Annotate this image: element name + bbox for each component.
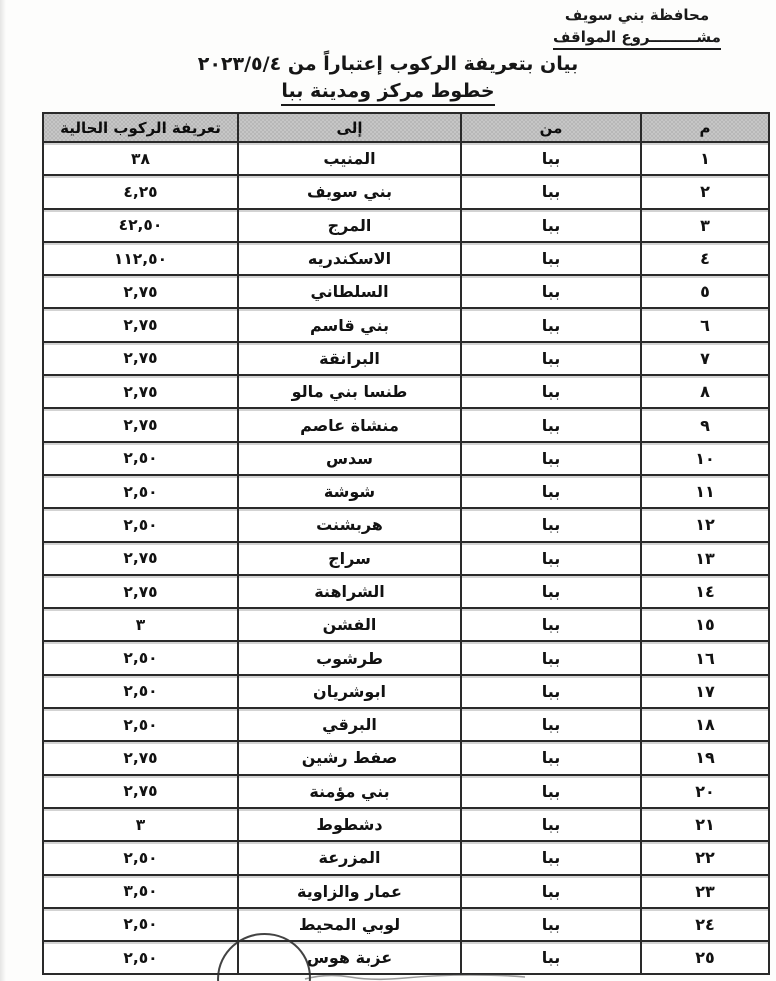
table-row [43, 442, 769, 475]
org-governorate-line: محافظة بني سويف [564, 6, 710, 24]
table-row [43, 342, 769, 375]
from-cell: ببا [461, 275, 641, 308]
fare-cell: ٢,٧٥ [43, 275, 238, 308]
row-number-cell: ١ [641, 142, 769, 175]
row-number-cell: ٦ [641, 308, 769, 341]
to-cell: سدس [238, 442, 461, 475]
to-cell: المنيب [238, 142, 461, 175]
table-row [43, 375, 769, 408]
org-header [512, 5, 762, 50]
row-number-cell: ٢٥ [641, 941, 769, 974]
from-cell: ببا [461, 175, 641, 208]
fare-cell: ٢,٥٠ [43, 442, 238, 475]
from-cell: ببا [461, 542, 641, 575]
fare-cell: ١١٢,٥٠ [43, 242, 238, 275]
to-cell: البرانقة [238, 342, 461, 375]
to-cell: هربشنت [238, 508, 461, 541]
fare-table [42, 112, 770, 975]
to-cell: دشطوط [238, 808, 461, 841]
fare-cell: ٣ [43, 808, 238, 841]
fare-cell: ٣٨ [43, 142, 238, 175]
table-row [43, 209, 769, 242]
from-cell: ببا [461, 741, 641, 774]
fare-cell: ٢,٥٠ [43, 841, 238, 874]
table-row [43, 908, 769, 941]
scan-shadow-edge [0, 0, 6, 981]
table-row [43, 641, 769, 674]
row-number-cell: ٤ [641, 242, 769, 275]
row-number-cell: ٢٠ [641, 775, 769, 808]
row-number-cell: ٢٢ [641, 841, 769, 874]
fare-cell: ٤,٢٥ [43, 175, 238, 208]
to-cell: منشاة عاصم [238, 408, 461, 441]
table-row [43, 775, 769, 808]
table-row [43, 142, 769, 175]
from-cell: ببا [461, 941, 641, 974]
to-cell: شوشة [238, 475, 461, 508]
fare-cell: ٢,٥٠ [43, 908, 238, 941]
fare-cell: ٢,٥٠ [43, 475, 238, 508]
row-number-cell: ٢ [641, 175, 769, 208]
org-project-line: مشـــــــــروع المواقف [553, 27, 721, 50]
table-header-row [43, 113, 769, 142]
row-number-cell: ١٧ [641, 675, 769, 708]
from-cell: ببا [461, 308, 641, 341]
from-cell: ببا [461, 442, 641, 475]
from-cell: ببا [461, 708, 641, 741]
row-number-cell: ١٥ [641, 608, 769, 641]
fare-cell: ٢,٥٠ [43, 508, 238, 541]
table-row [43, 542, 769, 575]
row-number-cell: ١٣ [641, 542, 769, 575]
table-row [43, 475, 769, 508]
fare-cell: ٢,٧٥ [43, 542, 238, 575]
fare-cell: ٢,٧٥ [43, 575, 238, 608]
row-number-cell: ١٠ [641, 442, 769, 475]
to-cell: عزبة هوس [238, 941, 461, 974]
fare-cell: ٢,٧٥ [43, 342, 238, 375]
fare-cell: ٢,٧٥ [43, 375, 238, 408]
row-number-cell: ٢٤ [641, 908, 769, 941]
doc-title: بيان بتعريفة الركوب إعتباراً من ٢٠٢٣/٥/٤ [197, 53, 579, 75]
to-cell: لوبي المحيط [238, 908, 461, 941]
row-number-cell: ٩ [641, 408, 769, 441]
col-header-fare: تعريفة الركوب الحالية [43, 113, 238, 142]
row-number-cell: ٢١ [641, 808, 769, 841]
to-cell: طنسا بني مالو [238, 375, 461, 408]
table-row [43, 308, 769, 341]
fare-cell: ٢,٥٠ [43, 941, 238, 974]
col-header-to: إلى [238, 113, 461, 142]
fare-cell: ٣ [43, 608, 238, 641]
from-cell: ببا [461, 608, 641, 641]
table-row [43, 508, 769, 541]
from-cell: ببا [461, 641, 641, 674]
fare-cell: ٢,٧٥ [43, 741, 238, 774]
from-cell: ببا [461, 342, 641, 375]
to-cell: بني مؤمنة [238, 775, 461, 808]
to-cell: المزرعة [238, 841, 461, 874]
to-cell: الفشن [238, 608, 461, 641]
row-number-cell: ٢٣ [641, 875, 769, 908]
to-cell: الشراهنة [238, 575, 461, 608]
table-row [43, 741, 769, 774]
from-cell: ببا [461, 408, 641, 441]
fare-cell: ٢,٧٥ [43, 308, 238, 341]
pen-squiggle-fragment [305, 975, 525, 979]
table-row [43, 708, 769, 741]
from-cell: ببا [461, 841, 641, 874]
table-row [43, 808, 769, 841]
fare-cell: ٢,٧٥ [43, 408, 238, 441]
fare-cell: ٢,٥٠ [43, 708, 238, 741]
doc-subtitle: خطوط مركز ومدينة ببا [281, 80, 494, 106]
to-cell: طرشوب [238, 641, 461, 674]
row-number-cell: ١٩ [641, 741, 769, 774]
table-row [43, 242, 769, 275]
table-row [43, 175, 769, 208]
row-number-cell: ٥ [641, 275, 769, 308]
row-number-cell: ١١ [641, 475, 769, 508]
row-number-cell: ١٦ [641, 641, 769, 674]
table-row [43, 941, 769, 974]
to-cell: المرج [238, 209, 461, 242]
to-cell: بني قاسم [238, 308, 461, 341]
to-cell: عمار والزاوية [238, 875, 461, 908]
from-cell: ببا [461, 675, 641, 708]
to-cell: البرقي [238, 708, 461, 741]
from-cell: ببا [461, 875, 641, 908]
row-number-cell: ١٢ [641, 508, 769, 541]
to-cell: سراج [238, 542, 461, 575]
to-cell: الاسكندريه [238, 242, 461, 275]
row-number-cell: ٧ [641, 342, 769, 375]
from-cell: ببا [461, 808, 641, 841]
table-row [43, 875, 769, 908]
table-row [43, 608, 769, 641]
to-cell: بني سويف [238, 175, 461, 208]
row-number-cell: ١٨ [641, 708, 769, 741]
from-cell: ببا [461, 575, 641, 608]
table-row [43, 675, 769, 708]
table-row [43, 841, 769, 874]
from-cell: ببا [461, 375, 641, 408]
from-cell: ببا [461, 775, 641, 808]
table-row [43, 408, 769, 441]
doc-subtitle-wrap [0, 80, 776, 106]
table-row [43, 275, 769, 308]
col-header-from: من [461, 113, 641, 142]
col-header-no: م [641, 113, 769, 142]
from-cell: ببا [461, 908, 641, 941]
row-number-cell: ٨ [641, 375, 769, 408]
to-cell: صفط رشين [238, 741, 461, 774]
fare-cell: ٤٢,٥٠ [43, 209, 238, 242]
to-cell: ابوشريان [238, 675, 461, 708]
from-cell: ببا [461, 508, 641, 541]
fare-cell: ٢,٥٠ [43, 641, 238, 674]
fare-cell: ٢,٥٠ [43, 675, 238, 708]
from-cell: ببا [461, 142, 641, 175]
to-cell: السلطاني [238, 275, 461, 308]
row-number-cell: ٣ [641, 209, 769, 242]
fare-cell: ٣,٥٠ [43, 875, 238, 908]
from-cell: ببا [461, 475, 641, 508]
table-row [43, 575, 769, 608]
from-cell: ببا [461, 242, 641, 275]
from-cell: ببا [461, 209, 641, 242]
row-number-cell: ١٤ [641, 575, 769, 608]
fare-cell: ٢,٧٥ [43, 775, 238, 808]
